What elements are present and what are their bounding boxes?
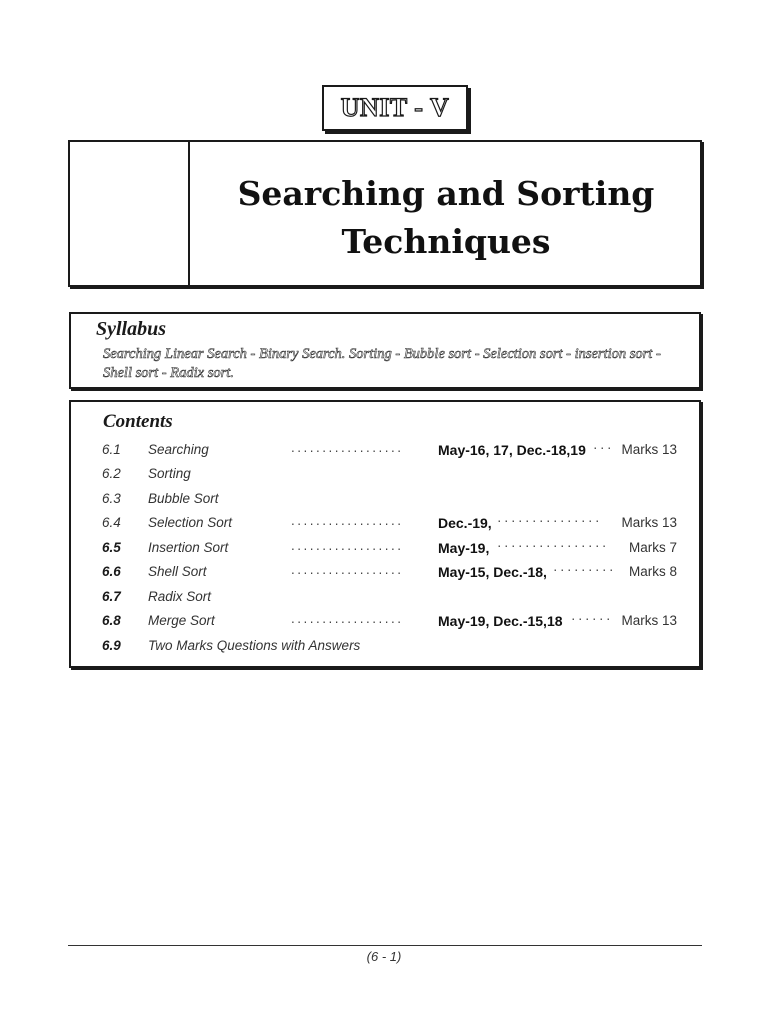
contents-row-title: Shell Sort — [148, 564, 207, 579]
contents-row-title: Sorting — [148, 466, 191, 481]
contents-row-number: 6.2 — [102, 466, 121, 481]
contents-row-number: 6.5 — [102, 540, 121, 555]
contents-row-leader-2: ··············· — [497, 513, 602, 528]
contents-row-leader: .................. — [291, 538, 404, 553]
contents-row — [71, 464, 701, 486]
contents-row-number: 6.3 — [102, 491, 121, 506]
title-divider — [188, 142, 190, 285]
contents-heading: Contents — [103, 411, 173, 432]
page-number: (6 - 1) — [366, 949, 402, 964]
contents-row-number: 6.1 — [102, 442, 121, 457]
contents-row-leader: .................. — [291, 611, 404, 626]
contents-row-leader-2: ······ — [571, 611, 613, 626]
contents-row-title: Insertion Sort — [148, 540, 229, 555]
contents-row-dates: May-16, 17, Dec.-18,19 — [438, 442, 586, 458]
footer-rule — [68, 945, 702, 946]
contents-row — [71, 611, 701, 633]
chapter-title-line-1: Searching and Sorting — [237, 174, 655, 213]
contents-row-leader: .................. — [291, 562, 404, 577]
contents-row-title: Bubble Sort — [148, 491, 219, 506]
title-box — [68, 140, 702, 287]
contents-row-dates: May-19, Dec.-15,18 — [438, 613, 563, 629]
contents-row-title: Radix Sort — [148, 589, 212, 604]
contents-row — [71, 440, 701, 462]
contents-row-leader-2: ········· — [553, 562, 616, 577]
contents-row-title: Two Marks Questions with Answers — [148, 638, 361, 653]
syllabus-text: Searching Linear Search - Binary Search. Sorting - Bubble sort - Selection sort - insertion sort - Shell sort - Radix sort. — [103, 346, 661, 381]
contents-row-number: 6.9 — [102, 638, 121, 653]
chapter-title — [192, 170, 700, 266]
contents-row-number: 6.7 — [102, 589, 121, 604]
syllabus-box — [69, 312, 701, 389]
contents-row-number: 6.6 — [102, 564, 121, 579]
contents-row — [71, 513, 701, 535]
unit-label: UNIT - V — [322, 85, 468, 131]
contents-row-leader: .................. — [291, 513, 404, 528]
contents-row-dates: May-15, Dec.-18, — [438, 564, 547, 580]
syllabus-heading: Syllabus — [96, 318, 167, 340]
chapter-title-line-2: Techniques — [341, 222, 551, 261]
contents-row-dates: May-19, — [438, 540, 490, 556]
contents-box — [69, 400, 701, 668]
contents-row-marks: Marks 8 — [628, 564, 677, 579]
contents-row-marks: Marks 7 — [628, 540, 677, 555]
contents-row-dates: Dec.-19, — [438, 515, 492, 531]
contents-row-marks: Marks 13 — [621, 515, 677, 530]
contents-row-title: Searching — [148, 442, 209, 457]
contents-row-marks: Marks 13 — [621, 613, 677, 628]
contents-row-leader: .................. — [291, 440, 404, 455]
contents-row-number: 6.8 — [102, 613, 121, 628]
contents-row — [71, 562, 701, 584]
contents-row — [71, 636, 701, 658]
contents-row-leader-2: ··· — [593, 440, 614, 455]
contents-row-title: Selection Sort — [148, 515, 233, 530]
contents-row — [71, 587, 701, 609]
contents-row-number: 6.4 — [102, 515, 121, 530]
contents-row-marks: Marks 13 — [621, 442, 677, 457]
contents-row-title: Merge Sort — [148, 613, 215, 628]
contents-row — [71, 538, 701, 560]
contents-row-leader-2: ················ — [497, 538, 609, 553]
contents-row — [71, 489, 701, 511]
